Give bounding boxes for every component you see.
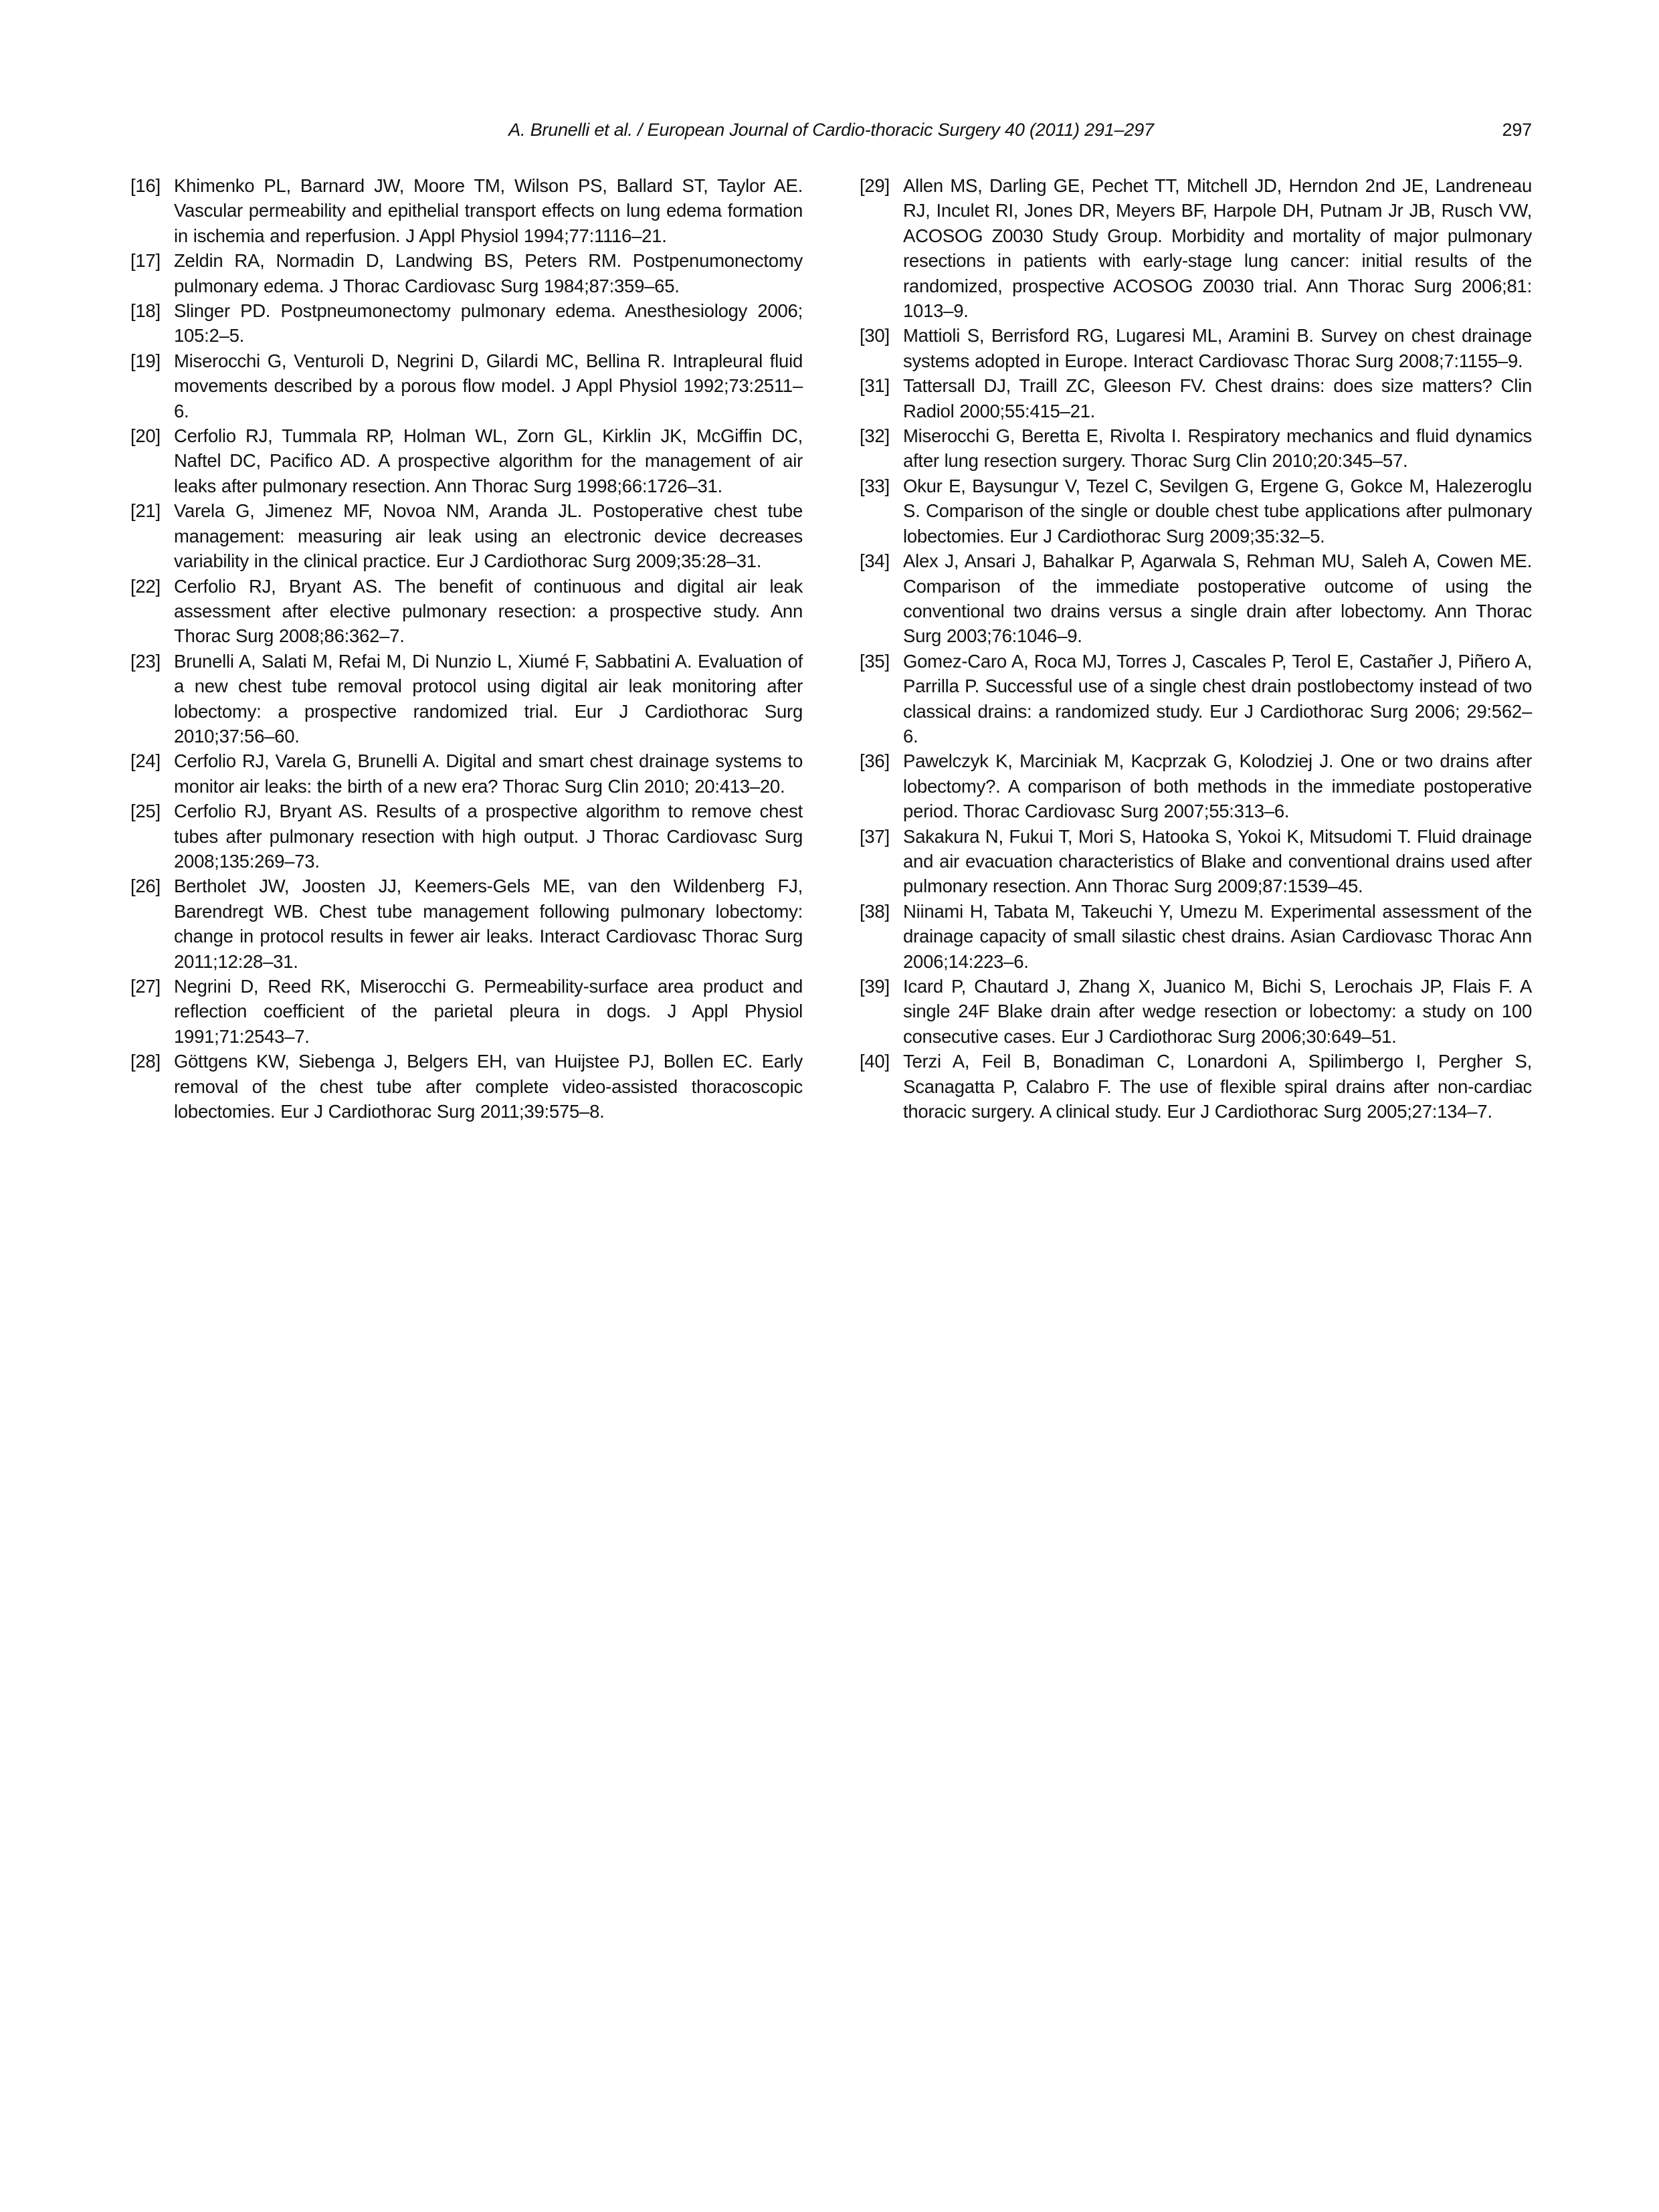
reference-number: [17] [130, 250, 161, 272]
reference-number: [37] [860, 825, 890, 847]
reference-text: Cerfolio RJ, Bryant AS. The benefit of continuous and digital air leak assessment after elective pulmonary resection: a prospective study. Ann Thorac Surg 2008;86:362–7. [174, 575, 803, 647]
reference-item [130, 173, 803, 248]
reference-number: [19] [130, 350, 161, 371]
reference-item [860, 173, 1532, 323]
reference-item [130, 1049, 803, 1124]
references-column-left [130, 173, 803, 1124]
reference-number: [38] [860, 900, 890, 922]
reference-item [130, 423, 803, 498]
reference-text: Cerfolio RJ, Tummala RP, Holman WL, Zorn GL, Kirklin JK, McGiffin DC, Naftel DC, Pacifico AD. A prospective algorithm for the management of air leaks after pulmonary resection. Ann Thorac Surg 1998;66:1726–31. [174, 425, 803, 496]
reference-text: Pawelczyk K, Marciniak M, Kacprzak G, Kolodziej J. One or two drains after lobectomy?. A comparison of both methods in the immediate postoperative period. Thorac Cardiovasc Surg 2007;55:313–6. [903, 750, 1532, 822]
reference-item [860, 323, 1532, 373]
reference-item [130, 974, 803, 1049]
reference-item [860, 974, 1532, 1049]
reference-text: Mattioli S, Berrisford RG, Lugaresi ML, Aramini B. Survey on chest drainage systems adopted in Europe. Interact Cardiovasc Thorac Surg 2008;7:1155–9. [903, 325, 1532, 371]
reference-number: [22] [130, 575, 161, 597]
reference-item [860, 474, 1532, 548]
reference-item [130, 574, 803, 649]
reference-text: Allen MS, Darling GE, Pechet TT, Mitchell JD, Herndon 2nd JE, Landreneau RJ, Inculet RI, Jones DR, Meyers BF, Harpole DH, Putnam Jr JB, Rusch VW, ACOSOG Z0030 Study Group. Morbidity and mortality of major pulmonary resections in patients with early-stage lung cancer: initial results of the randomized, prospective ACOSOG Z0030 trial. Ann Thorac Surg 2006;81: 1013–9. [903, 175, 1532, 322]
reference-text: Tattersall DJ, Traill ZC, Gleeson FV. Chest drains: does size matters? Clin Radiol 2000;55:415–21. [903, 375, 1532, 421]
reference-number: [33] [860, 475, 890, 496]
reference-text: Miserocchi G, Beretta E, Rivolta I. Respiratory mechanics and fluid dynamics after lung resection surgery. Thorac Surg Clin 2010;20:345–57. [903, 425, 1532, 472]
reference-text: Bertholet JW, Joosten JJ, Keemers-Gels ME, van den Wildenberg FJ, Barendregt WB. Chest tube management following pulmonary lobectomy: change in protocol results in fewer air leaks. Interact Cardiovasc Thorac Surg 2011;12:28–31. [174, 876, 803, 972]
reference-text: Miserocchi G, Venturoli D, Negrini D, Gilardi MC, Bellina R. Intrapleural fluid movements described by a porous flow model. J Appl Physiol 1992;73:2511–6. [174, 350, 803, 421]
page-header [130, 118, 1532, 144]
reference-number: [20] [130, 425, 161, 447]
reference-number: [30] [860, 325, 890, 346]
page-number: 297 [1502, 120, 1532, 140]
reference-text: Brunelli A, Salati M, Refai M, Di Nunzio L, Xiumé F, Sabbatini A. Evaluation of a new chest tube removal protocol using digital air leak monitoring after lobectomy: a prospective randomized trial. Eur J Cardiothorac Surg 2010;37:56–60. [174, 650, 803, 746]
reference-number: [34] [860, 550, 890, 572]
reference-item [130, 874, 803, 974]
reference-number: [16] [130, 175, 161, 196]
reference-text: Slinger PD. Postpneumonectomy pulmonary edema. Anesthesiology 2006; 105:2–5. [174, 300, 803, 346]
reference-number: [35] [860, 650, 890, 672]
reference-text: Sakakura N, Fukui T, Mori S, Hatooka S, Yokoi K, Mitsudomi T. Fluid drainage and air evacuation characteristics of Blake and conventional drains used after pulmonary resection. Ann Thorac Surg 2009;87:1539–45. [903, 825, 1532, 897]
reference-text: Negrini D, Reed RK, Miserocchi G. Permeability-surface area product and reflection coefficient of the parietal pleura in dogs. J Appl Physiol 1991;71:2543–7. [174, 976, 803, 1047]
reference-item [130, 748, 803, 799]
reference-number: [28] [130, 1051, 161, 1072]
reference-number: [31] [860, 375, 890, 397]
reference-number: [18] [130, 300, 161, 322]
reference-number: [23] [130, 650, 161, 672]
reference-text: Niinami H, Tabata M, Takeuchi Y, Umezu M. Experimental assessment of the drainage capacity of small silastic chest drains. Asian Cardiovasc Thorac Ann 2006;14:223–6. [903, 900, 1532, 972]
reference-text: Gomez-Caro A, Roca MJ, Torres J, Cascales P, Terol E, Castañer J, Piñero A, Parrilla P. Successful use of a single chest drain postlobectomy instead of two classical drains: a randomized study. Eur J Cardiothorac Surg 2006; 29:562–6. [903, 650, 1532, 746]
reference-item [860, 748, 1532, 823]
reference-text: Okur E, Baysungur V, Tezel C, Sevilgen G, Ergene G, Gokce M, Halezeroglu S. Comparison of the single or double chest tube applications after pulmonary lobectomies. Eur J Cardiothorac Surg 2009;35:32–5. [903, 475, 1532, 546]
reference-text: Zeldin RA, Normadin D, Landwing BS, Peters RM. Postpenumonectomy pulmonary edema. J Thorac Cardiovasc Surg 1984;87:359–65. [174, 250, 803, 296]
reference-number: [26] [130, 876, 161, 897]
reference-text: Alex J, Ansari J, Bahalkar P, Agarwala S, Rehman MU, Saleh A, Cowen ME. Comparison of the immediate postoperative outcome of using the conventional two drains versus a single drain after lobectomy. Ann Thorac Surg 2003;76:1046–9. [903, 550, 1532, 647]
reference-number: [27] [130, 976, 161, 997]
reference-item [130, 298, 803, 348]
reference-item [860, 423, 1532, 474]
references-column-right [860, 173, 1532, 1124]
reference-number: [24] [130, 750, 161, 772]
reference-number: [25] [130, 801, 161, 822]
running-title: A. Brunelli et al. / European Journal of Cardio-thoracic Surgery 40 (2011) 291–297 [508, 120, 1154, 140]
reference-item [860, 373, 1532, 423]
reference-text: Cerfolio RJ, Varela G, Brunelli A. Digital and smart chest drainage systems to monitor air leaks: the birth of a new era? Thorac Surg Clin 2010; 20:413–20. [174, 750, 803, 797]
reference-item [860, 548, 1532, 649]
reference-item [860, 1049, 1532, 1124]
reference-text: Cerfolio RJ, Bryant AS. Results of a prospective algorithm to remove chest tubes after pulmonary resection with high output. J Thorac Cardiovasc Surg 2008;135:269–73. [174, 801, 803, 872]
references-section [130, 173, 1532, 1124]
reference-item [130, 649, 803, 749]
reference-text: Terzi A, Feil B, Bonadiman C, Lonardoni A, Spilimbergo I, Pergher S, Scanagatta P, Calabro F. The use of flexible spiral drains after non-cardiac thoracic surgery. A clinical study. Eur J Cardiothorac Surg 2005;27:134–7. [903, 1051, 1532, 1122]
reference-number: [40] [860, 1051, 890, 1072]
reference-number: [39] [860, 976, 890, 997]
reference-item [130, 248, 803, 298]
reference-number: [32] [860, 425, 890, 447]
reference-item [130, 348, 803, 423]
reference-text: Varela G, Jimenez MF, Novoa NM, Aranda JL. Postoperative chest tube management: measuring air leak using an electronic device decreases variability in the clinical practice. Eur J Cardiothorac Surg 2009;35:28–31. [174, 500, 803, 572]
reference-text: Göttgens KW, Siebenga J, Belgers EH, van Huijstee PJ, Bollen EC. Early removal of the chest tube after complete video-assisted thoracoscopic lobectomies. Eur J Cardiothorac Surg 2011;39:575–8. [174, 1051, 803, 1122]
reference-item [130, 799, 803, 874]
reference-item [860, 824, 1532, 899]
reference-item [860, 899, 1532, 974]
reference-item [860, 649, 1532, 749]
reference-number: [36] [860, 750, 890, 772]
reference-text: Khimenko PL, Barnard JW, Moore TM, Wilson PS, Ballard ST, Taylor AE. Vascular permeability and epithelial transport effects on lung edema formation in ischemia and reperfusion. J Appl Physiol 1994;77:1116–21. [174, 175, 803, 246]
reference-number: [21] [130, 500, 161, 522]
reference-text: Icard P, Chautard J, Zhang X, Juanico M, Bichi S, Lerochais JP, Flais F. A single 24F Blake drain after wedge resection or lobectomy: a study on 100 consecutive cases. Eur J Cardiothorac Surg 2006;30:649–51. [903, 976, 1532, 1047]
reference-item [130, 498, 803, 573]
reference-number: [29] [860, 175, 890, 196]
